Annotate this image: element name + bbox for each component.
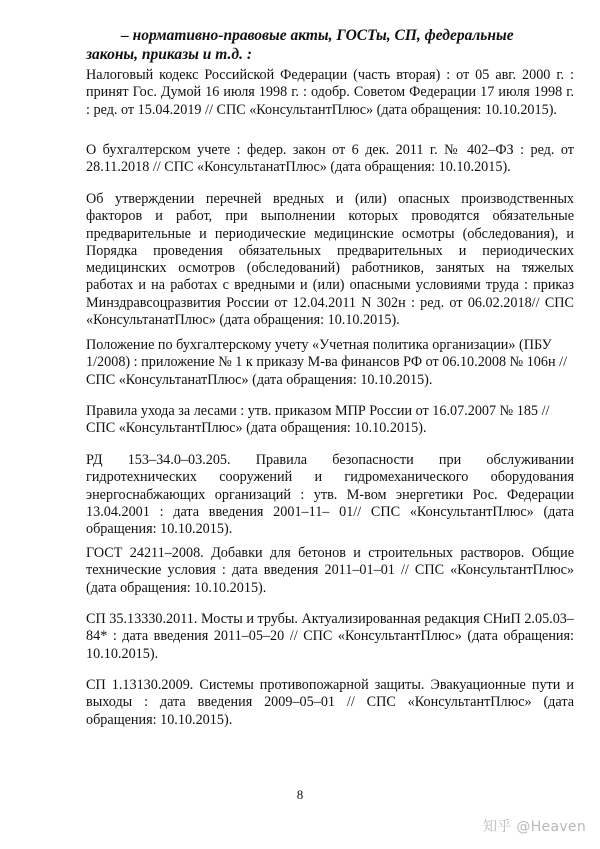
reference-entry-5: Правила ухода за лесами : утв. приказом МПР России от 16.07.2007 № 185 // СПС «КонсультантПлюс» (дата обращения: 10.10.2015). (86, 403, 550, 437)
reference-entry-1: Налоговый кодекс Российской Федерации (часть вторая) : от 05 авг. 2000 г. : принят Гос. Думой 16 июля 1998 г. : одобр. Советом Федерации 17 июля 1998 г. : ред. от 15.04.2019 // СПС «КонсультантПлюс» (дата обращения: 10.10.2015). (86, 67, 574, 118)
reference-entry-8: СП 35.13330.2011. Мосты и трубы. Актуализированная редакция СНиП 2.05.03–84* : дата введения 2011–05–20 // СПС «КонсультантПлюс» (дата обращения: 10.10.2015). (86, 611, 574, 662)
reference-entry-3: Об утверждении перечней вредных и (или) опасных производственных факторов и работ, при выполнении которых проводятся обязательные предварительные и периодические медицинские осмотры (обследования), и Порядка проведения обязательных предварительных и периодических медицинских осмотров (обследований) работников, занятых на тяжелых работах и на работах с вредными и (или) опасными условиями труда : приказ Минздравсоцразвития России от 12.04.2011 N 302н : ред. от 06.02.2018// СПС «КонсультанатПлюс» (дата обращения: 10.10.2015). (86, 191, 574, 329)
section-heading: – нормативно-правовые акты, ГОСТы, СП, федеральные законы, приказы и т.д. : (86, 27, 514, 63)
reference-entry-4: Положение по бухгалтерскому учету «Учетная политика организации» (ПБУ 1/2008) : приложение № 1 к приказу М-ва финансов РФ от 06.10.2008 № 106н // СПС «КонсультанатПлюс» (дата обращения: 10.10.2015). (86, 337, 568, 388)
reference-entry-6: РД 153–34.0–03.205. Правила безопасности при обслуживании гидротехнических сооружений и гидромеханического оборудования энергоснабжающих организаций : утв. М-вом энергетики Рос. Федерации 13.04.2001 : дата введения 2001–11– 01// СПС «КонсультантПлюс» (дата обращения: 10.10.2015). (86, 452, 574, 538)
reference-entry-2: О бухгалтерском учете : федер. закон от 6 дек. 2011 г. № 402–ФЗ : ред. от 28.11.2018 // СПС «КонсультанатПлюс» (дата обращения: 10.10.2015). (86, 142, 574, 176)
reference-entry-9: СП 1.13130.2009. Системы противопожарной защиты. Эвакуационные пути и выходы : дата введения 2009–05–01 // СПС «КонсультантПлюс» (дата обращения: 10.10.2015). (86, 677, 574, 728)
page-number: 8 (296, 787, 304, 802)
watermark: 知乎 @Heaven (483, 819, 586, 835)
reference-entry-7: ГОСТ 24211–2008. Добавки для бетонов и строительных растворов. Общие технические условия : дата введения 2011–01–01 // СПС «КонсультантПлюс» (дата обращения: 10.10.2015). (86, 545, 574, 596)
